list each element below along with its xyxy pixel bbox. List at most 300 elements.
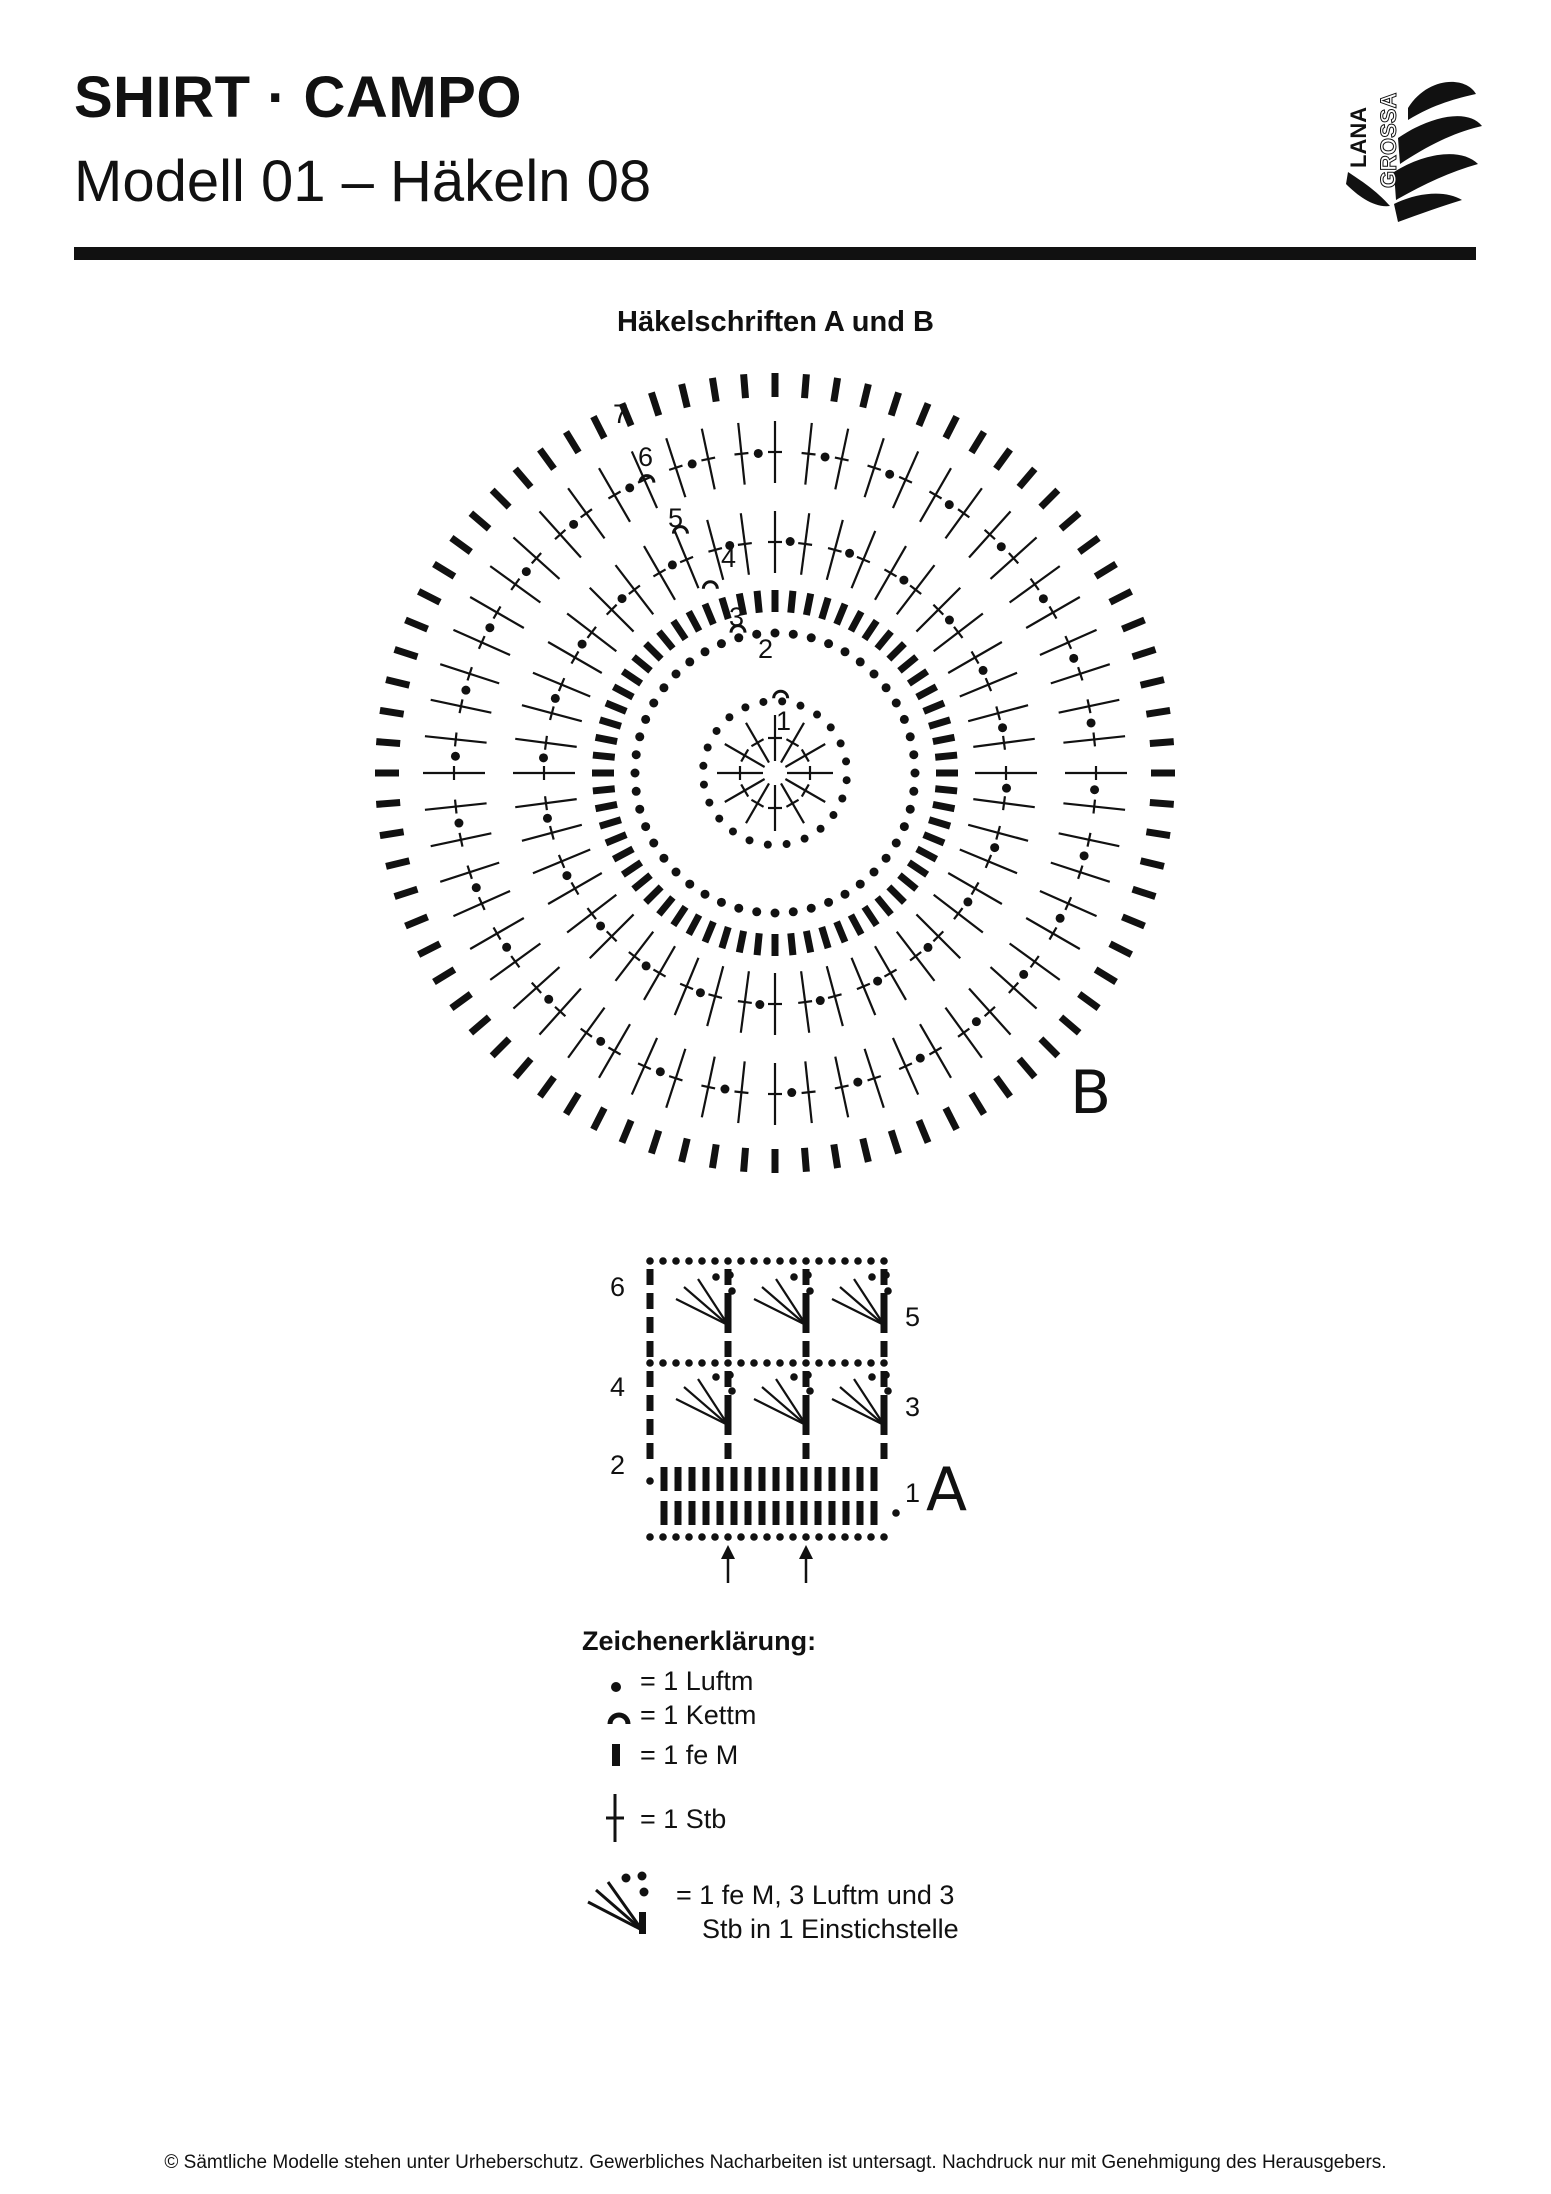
chain-dot [1056, 914, 1065, 923]
chain-dot [885, 470, 894, 479]
sc-bar [759, 1467, 766, 1491]
chain-dot [755, 1000, 764, 1009]
sc-bar [759, 1501, 766, 1525]
sc-bar [935, 789, 957, 791]
chain-dot [900, 715, 909, 724]
copyright-footer: © Sämtliche Modelle stehen unter Urheberschutz. Gewerbliches Nacharbeiten ist untersagt. Nachdruck nur mit Genehmigung des Herausgebers. [164, 2152, 1387, 2173]
sc-bar [971, 1094, 984, 1114]
chain-dot [522, 567, 531, 576]
shell-chain [868, 1273, 876, 1281]
dc-stitch-crossbar [1049, 606, 1056, 618]
sc-bar [689, 612, 699, 631]
chain-dot [752, 907, 761, 916]
sc-bar [659, 897, 673, 914]
sc-bar [492, 1039, 509, 1056]
chain-dot [685, 657, 694, 666]
sc-bar [822, 927, 828, 948]
row-number-3: 3 [905, 1392, 921, 1422]
chain-dot [841, 890, 850, 899]
chain-dot [1002, 784, 1011, 793]
chain-dot [801, 835, 809, 843]
sc-bar [434, 564, 454, 577]
shell-group-icon [580, 1868, 654, 1938]
chain-dot [539, 753, 548, 762]
sc-bar [801, 1467, 808, 1491]
dc-stitch-crossbar [587, 908, 596, 919]
sc-bar [744, 374, 746, 398]
sc-bar [647, 1371, 654, 1387]
sc-bar [725, 1341, 732, 1357]
dc-stitch-crossbar [494, 606, 501, 618]
chain-dot [754, 449, 763, 458]
dc-stitch-crossbar [1094, 800, 1095, 814]
sc-bar [661, 1467, 668, 1491]
sc-bar [647, 1419, 654, 1435]
chain-dot [646, 1533, 654, 1541]
sc-bar [773, 1467, 780, 1491]
sc-bar [651, 1131, 658, 1154]
chain-dot [854, 1257, 862, 1265]
chain-dot [796, 702, 804, 710]
sc-bar [647, 1443, 654, 1459]
shell-base [803, 1307, 810, 1327]
chain-dot [544, 995, 553, 1004]
sc-bar [791, 933, 793, 955]
chain-dot [729, 827, 737, 835]
sc-bar [1079, 994, 1098, 1008]
sc-bar [803, 1341, 810, 1357]
sc-bar [864, 907, 876, 925]
sc-bar [395, 889, 418, 896]
sc-bar [451, 538, 470, 552]
dc-stitch-crossbar [798, 1001, 812, 1003]
chain-dot [696, 988, 705, 997]
legend-title: Zeichenerklärung: [582, 1626, 817, 1656]
sc-bar [614, 687, 633, 697]
sc-bar [801, 1501, 808, 1525]
dc-stitch-crossbar [653, 569, 665, 576]
sc-bar [933, 804, 955, 808]
dc-stitch-crossbar [738, 1001, 752, 1003]
chain-dot [698, 1359, 706, 1367]
sc-bar [745, 1467, 752, 1491]
chain-dot [837, 739, 845, 747]
chain-dot [789, 1359, 797, 1367]
sc-bar [881, 1341, 888, 1357]
sc-bar [705, 922, 713, 942]
chain-dot [838, 794, 846, 802]
dc-stitch-crossbar [954, 627, 963, 638]
sc-bar [634, 657, 651, 671]
dc-stitch-crossbar [571, 882, 578, 894]
sc-bar [909, 862, 927, 874]
chain-dot [685, 1257, 693, 1265]
sc-bar [647, 1341, 654, 1357]
sc-bar [689, 1467, 696, 1491]
chain-dot [685, 880, 694, 889]
shell-chain [790, 1373, 798, 1381]
chain-dot [701, 890, 710, 899]
chain-dot-icon [608, 1678, 624, 1694]
sc-bar [673, 621, 685, 639]
sc-bar [917, 849, 936, 859]
dc-stitch-crossbar [958, 1029, 969, 1037]
chain-dot [672, 1257, 680, 1265]
round1-stitch-crossbar [751, 800, 763, 807]
sc-bar [566, 432, 579, 452]
chain-dot [909, 787, 918, 796]
round-number-5: 5 [668, 503, 684, 533]
legend-item-chain: = 1 Luftm [640, 1666, 754, 1696]
sc-bar [593, 1108, 604, 1129]
chain-dot [700, 781, 708, 789]
chain-dot [672, 867, 681, 876]
sc-bar [1122, 917, 1144, 926]
sc-bar [946, 417, 957, 438]
shell-chain [882, 1271, 890, 1279]
chain-dot [776, 1533, 784, 1541]
chain-dot [659, 1257, 667, 1265]
dc-stitch-crossbar [910, 585, 921, 594]
sc-bar [1141, 861, 1164, 867]
shell-chain [804, 1371, 812, 1379]
chain-dot [724, 1257, 732, 1265]
chain-dot [906, 805, 915, 814]
chain-dot [711, 1533, 719, 1541]
chain-dot [906, 732, 915, 741]
row-number-2: 2 [610, 1450, 626, 1480]
sc-bar [946, 1108, 957, 1129]
sc-bar [593, 417, 604, 438]
chain-dot [892, 699, 901, 708]
sc-bar [803, 1293, 810, 1309]
chain-dot [734, 633, 743, 642]
chain-dot [737, 1359, 745, 1367]
shell-chain [884, 1387, 892, 1395]
chain-dot [824, 639, 833, 648]
sc-bar [731, 1467, 738, 1491]
legend-item-double-crochet: = 1 Stb [640, 1804, 727, 1834]
sc-bar [815, 1501, 822, 1525]
shell-base [803, 1407, 810, 1427]
chain-dot [829, 811, 837, 819]
sc-bar [646, 887, 662, 903]
dc-stitch-crossbar [1031, 579, 1039, 590]
chain-dot [698, 1257, 706, 1265]
sc-bar [703, 1501, 710, 1525]
chain-dot [551, 694, 560, 703]
svg-text:GROSSA: GROSSA [1376, 92, 1401, 188]
shell-chain [790, 1273, 798, 1281]
sc-bar [722, 927, 728, 948]
chain-dot [741, 703, 749, 711]
chain-dot [724, 1359, 732, 1367]
dc-stitch-crossbar [802, 1092, 816, 1093]
sc-bar [717, 1467, 724, 1491]
sc-bar [806, 931, 810, 953]
chain-dot [815, 1257, 823, 1265]
sc-bar [623, 862, 641, 874]
round1-stitch-crossbar [786, 800, 798, 807]
dc-stitch-crossbar [884, 569, 896, 576]
chain-dot [789, 1257, 797, 1265]
chain-dot [807, 904, 816, 913]
chain-dot [813, 711, 821, 719]
sc-bar [791, 591, 793, 613]
sc-bar [614, 849, 633, 859]
sc-bar [834, 378, 838, 402]
chain-dot [776, 1359, 784, 1367]
sc-bar [933, 737, 955, 741]
shell-chain [806, 1287, 814, 1295]
single-crochet-bar-icon [610, 1742, 624, 1768]
shell-base [725, 1407, 732, 1427]
chain-dot [945, 500, 954, 509]
shell-base [881, 1407, 888, 1427]
sc-bar [744, 1148, 746, 1172]
chain-dot [821, 452, 830, 461]
shell-chain [884, 1287, 892, 1295]
dc-stitch-crossbar [954, 908, 963, 919]
chain-dot [763, 1359, 771, 1367]
chain-dot [824, 898, 833, 907]
dc-stitch-crossbar [929, 492, 941, 499]
diagram-b-label: B [1070, 1058, 1112, 1128]
dc-stitch-crossbar [653, 970, 665, 977]
chain-dot [841, 1533, 849, 1541]
chain-dot [787, 1088, 796, 1097]
dc-stitch-crossbar [629, 952, 640, 961]
sc-bar [803, 1443, 810, 1459]
chain-dot [1019, 970, 1028, 979]
chain-dot [880, 1533, 888, 1541]
sc-bar [929, 720, 950, 726]
chain-dot [1069, 654, 1078, 663]
dc-stitch-crossbar [511, 956, 519, 967]
sc-bar [712, 1144, 716, 1168]
sc-bar [623, 671, 641, 683]
chain-dot [867, 1533, 875, 1541]
chain-dot [802, 1359, 810, 1367]
slip-stitch-arc [703, 582, 717, 589]
turning-chain [646, 1477, 654, 1485]
sc-bar [1150, 742, 1174, 744]
sc-bar [877, 632, 891, 649]
dc-stitch-crossbar [455, 732, 456, 746]
chain-dot [776, 1257, 784, 1265]
sc-bar [386, 680, 409, 686]
chain-dot [485, 623, 494, 632]
sc-bar [647, 1269, 654, 1285]
round-number-4: 4 [721, 543, 737, 573]
chain-dot [843, 776, 851, 784]
sc-bar [891, 1131, 898, 1154]
sc-bar [705, 604, 713, 624]
chain-dot [828, 1359, 836, 1367]
dc-stitch-crossbar [734, 1092, 748, 1093]
chain-dot [882, 683, 891, 692]
chain-dot [771, 909, 780, 918]
turning-chain [892, 1509, 900, 1517]
chain-dot [979, 666, 988, 675]
chain-dot [841, 1257, 849, 1265]
round-number-3: 3 [729, 602, 745, 632]
chain-dot [945, 616, 954, 625]
round1-stitch-crossbar [802, 749, 809, 761]
sc-bar [843, 1467, 850, 1491]
chain-dot [763, 1533, 771, 1541]
sc-bar [829, 1467, 836, 1491]
sc-bar [647, 1293, 654, 1309]
dc-stitch-crossbar [884, 970, 896, 977]
sc-bar [929, 820, 950, 826]
sc-bar [773, 1501, 780, 1525]
sc-bar [712, 378, 716, 402]
sc-bar [889, 644, 905, 660]
chain-dot [1087, 718, 1096, 727]
sc-bar [647, 1317, 654, 1333]
sc-bar [924, 835, 944, 843]
chain-dot [646, 1257, 654, 1265]
sc-bar [857, 1501, 864, 1525]
crochet-diagram-a [600, 1245, 980, 1585]
sc-bar [1110, 944, 1131, 955]
sc-bar [829, 1501, 836, 1525]
chain-dot [1080, 851, 1089, 860]
chain-dot [817, 825, 825, 833]
chain-dot [596, 921, 605, 930]
chain-dot [750, 1359, 758, 1367]
legend-item-single-crochet: = 1 fe M [640, 1740, 739, 1770]
diagram-heading: Häkelschriften A und B [617, 306, 934, 338]
chain-dot [789, 630, 798, 639]
dc-stitch-crossbar [798, 543, 812, 545]
round1-stitch-crossbar [802, 784, 809, 796]
sc-bar [651, 393, 658, 416]
round1-stitch-crossbar [741, 749, 748, 761]
chain-dot [543, 814, 552, 823]
chain-dot [688, 459, 697, 468]
chain-dot [685, 1533, 693, 1541]
sc-bar [600, 820, 621, 826]
chain-dot [618, 594, 627, 603]
chain-dot [632, 787, 641, 796]
dc-stitch-crossbar [545, 796, 547, 810]
sc-bar [919, 1120, 928, 1142]
sc-bar [682, 384, 688, 407]
shell-chain [882, 1371, 890, 1379]
legend-item-slip-stitch: = 1 Kettm [640, 1700, 757, 1730]
sc-bar [405, 917, 427, 926]
sc-bar [805, 1148, 807, 1172]
round1-stitch-crossbar [741, 784, 748, 796]
chain-dot [659, 854, 668, 863]
sc-bar [659, 632, 673, 649]
row-number-5: 5 [905, 1302, 921, 1332]
sc-bar [851, 915, 861, 934]
sc-bar [540, 1077, 554, 1096]
chain-dot [778, 697, 786, 705]
chain-dot [856, 657, 865, 666]
chain-dot [461, 686, 470, 695]
sc-bar [606, 703, 626, 711]
sc-bar [889, 887, 905, 903]
sc-bar [971, 432, 984, 452]
sc-bar [805, 374, 807, 398]
chain-dot [625, 483, 634, 492]
shell-chain [712, 1273, 720, 1281]
round1-stitch-crossbar [786, 739, 798, 746]
dc-stitch-crossbar [701, 1086, 715, 1089]
chain-dot [802, 1533, 810, 1541]
sc-bar [492, 490, 509, 507]
shell-base [725, 1307, 732, 1327]
sc-bar [1041, 490, 1058, 507]
chain-dot [853, 1078, 862, 1087]
dc-stitch-crossbar [455, 800, 456, 814]
legend-item-shell-line2: Stb in 1 Einstichstelle [702, 1914, 959, 1944]
sc-bar [419, 591, 440, 602]
chain-dot [841, 1359, 849, 1367]
sc-bar [1096, 969, 1116, 982]
chain-dot [923, 943, 932, 952]
chain-dot [815, 1359, 823, 1367]
chain-dot [737, 1533, 745, 1541]
chain-dot [649, 839, 658, 848]
chain-dot [899, 576, 908, 585]
brand-logo [1338, 68, 1484, 222]
chain-dot [880, 1257, 888, 1265]
chain-dot [892, 839, 901, 848]
sc-bar [864, 621, 876, 639]
dc-stitch-crossbar [1088, 833, 1091, 847]
row-number-6: 6 [610, 1272, 626, 1302]
sc-bar [815, 1467, 822, 1491]
sc-bar [871, 1467, 878, 1491]
sc-bar [924, 703, 944, 711]
sc-bar [1019, 1059, 1035, 1077]
chain-dot [656, 1067, 665, 1076]
sc-bar [1061, 513, 1079, 529]
dc-stitch-crossbar [1088, 699, 1091, 713]
chain-dot [789, 1533, 797, 1541]
dc-stitch-crossbar [835, 458, 849, 461]
chain-dot [646, 1359, 654, 1367]
sc-bar [647, 1395, 654, 1411]
chain-dot [869, 867, 878, 876]
chain-dot [632, 750, 641, 759]
chain-dot [882, 854, 891, 863]
dc-stitch-crossbar [1003, 736, 1005, 750]
chain-dot [916, 1054, 925, 1063]
dc-stitch-crossbar [1031, 956, 1039, 967]
chain-dot [763, 1257, 771, 1265]
chain-dot [569, 520, 578, 529]
dc-stitch-crossbar [738, 543, 752, 545]
sc-bar [606, 835, 626, 843]
sc-bar [380, 710, 404, 714]
chain-dot [737, 1257, 745, 1265]
chain-dot [909, 750, 918, 759]
chain-dot [854, 1359, 862, 1367]
chain-dot [869, 670, 878, 679]
chain-dot [750, 1257, 758, 1265]
chain-dot [659, 683, 668, 692]
chain-dot [1039, 594, 1048, 603]
shell-chain [726, 1371, 734, 1379]
repeat-arrowhead [799, 1545, 813, 1559]
chain-dot [900, 822, 909, 831]
